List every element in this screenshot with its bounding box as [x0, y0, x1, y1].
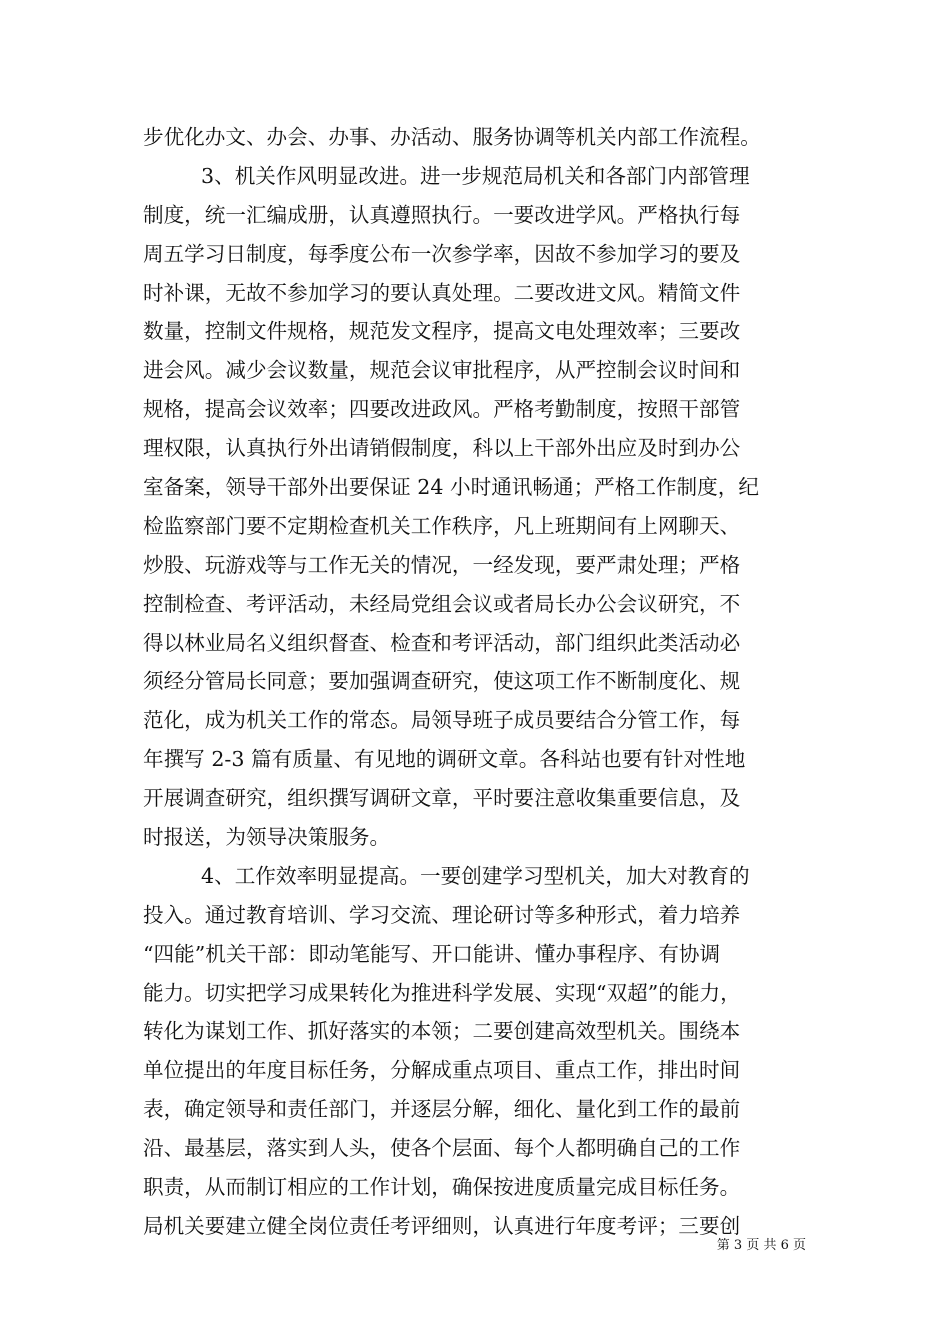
- text-line: 能力。切实把学习成果转化为推进科学发展、实现“双超”的能力，: [143, 980, 741, 1005]
- text-line: 表，确定领导和责任部门，并逐层分解，细化、量化到工作的最前: [143, 1097, 741, 1122]
- text-line: 单位提出的年度目标任务，分解成重点项目、重点工作，排出时间: [143, 1058, 741, 1083]
- body-text: [143, 118, 813, 1246]
- text-line: 炒股、玩游戏等与工作无关的情况，一经发现，要严肃处理；严格: [143, 552, 741, 577]
- text-line: 时报送，为领导决策服务。: [143, 825, 391, 850]
- text-line: 须经分管局长同意；要加强调查研究，使这项工作不断制度化、规: [143, 669, 741, 694]
- text-line: 周五学习日制度，每季度公布一次参学率，因故不参加学习的要及: [143, 241, 741, 266]
- text-line: 理权限，认真执行外出请销假制度，科以上干部外出应及时到办公: [143, 436, 741, 461]
- text-line: “四能”机关干部：即动笔能写、开口能讲、懂办事程序、有协调: [143, 941, 721, 966]
- text-line: 局机关要建立健全岗位责任考评细则，认真进行年度考评；三要创: [143, 1213, 741, 1238]
- text-line: 检监察部门要不定期检查机关工作秩序，凡上班期间有上网聊天、: [143, 513, 741, 538]
- text-line: 转化为谋划工作、抓好落实的本领；二要创建高效型机关。围绕本: [143, 1019, 741, 1044]
- text-line: 时补课，无故不参加学习的要认真处理。二要改进文风。精简文件: [143, 280, 741, 305]
- text-line: 年撰写 2-3 篇有质量、有见地的调研文章。各科站也要有针对性地: [143, 747, 746, 772]
- text-line: 范化，成为机关工作的常态。局领导班子成员要结合分管工作，每: [143, 708, 741, 733]
- text-line: 数量，控制文件规格，规范发文程序，提高文电处理效率；三要改: [143, 319, 741, 344]
- text-line: 步优化办文、办会、办事、办活动、服务协调等机关内部工作流程。: [143, 125, 761, 149]
- text-line: 控制检查、考评活动，未经局党组会议或者局长办公会议研究，不: [143, 591, 741, 616]
- text-line: 4、工作效率明显提高。一要创建学习型机关，加大对教育的: [201, 863, 750, 888]
- text-line: 职责，从而制订相应的工作计划，确保按进度质量完成目标任务。: [143, 1175, 741, 1200]
- text-line: 沿、最基层，落实到人头，使各个层面、每个人都明确自己的工作: [143, 1136, 741, 1161]
- text-line: 得以林业局名义组织督查、检查和考评活动，部门组织此类活动必: [143, 630, 741, 655]
- text-line: 投入。通过教育培训、学习交流、理论研讨等多种形式，着力培养: [143, 902, 741, 927]
- text-line: 开展调查研究，组织撰写调研文章，平时要注意收集重要信息，及: [143, 786, 741, 811]
- text-line: 3、机关作风明显改进。进一步规范局机关和各部门内部管理: [201, 163, 750, 188]
- page-number: 第 3 页 共 6 页: [716, 1238, 806, 1253]
- text-line: 规格，提高会议效率；四要改进政风。严格考勤制度，按照干部管: [143, 397, 741, 422]
- text-line: 制度，统一汇编成册，认真遵照执行。一要改进学风。严格执行每: [143, 202, 741, 227]
- text-line: 进会风。减少会议数量，规范会议审批程序，从严控制会议时间和: [143, 358, 741, 383]
- text-line: 室备案，领导干部外出要保证 24 小时通讯畅通；严格工作制度，纪: [143, 475, 759, 500]
